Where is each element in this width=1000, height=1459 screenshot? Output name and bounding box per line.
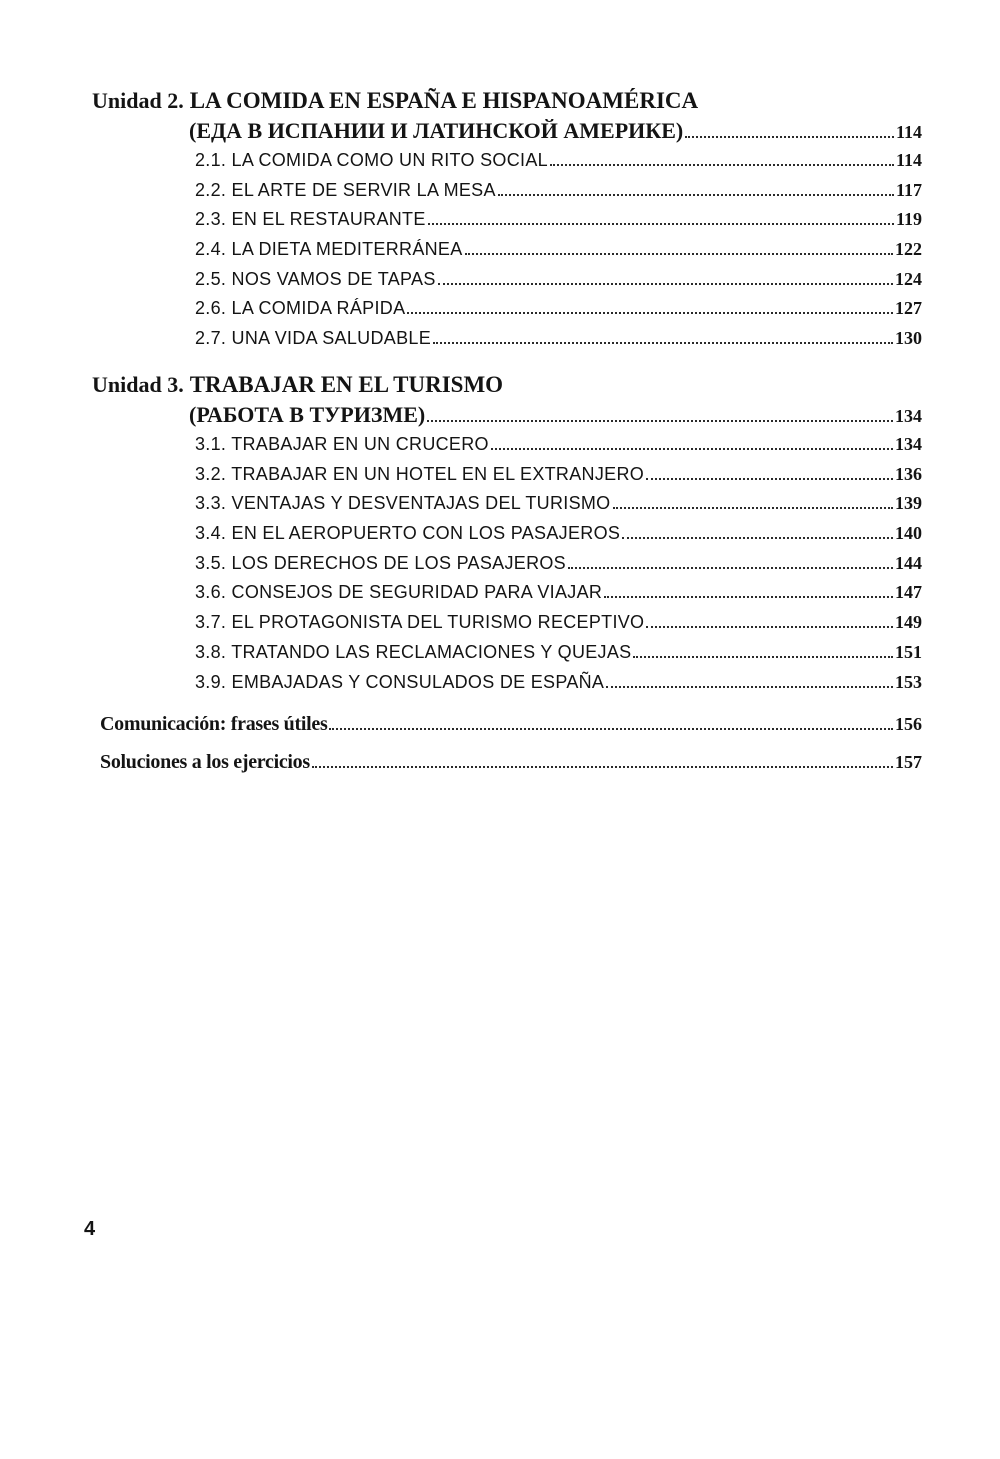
dot-leader — [498, 194, 894, 196]
entry-title: 3.9. EMBAJADAS Y CONSULADOS DE ESPAÑA — [195, 671, 605, 692]
entry-title: 3.4. EN EL AEROPUERTO CON LOS PASAJEROS — [195, 523, 621, 544]
entry-page-number: 114 — [895, 150, 922, 170]
entry-title: 2.5. NOS VAMOS DE TAPAS — [195, 268, 436, 289]
entry-title: 3.3. VENTAJAS Y DESVENTAJAS DEL TURISMO — [195, 493, 611, 514]
page-number: 4 — [84, 1218, 96, 1240]
toc-entry[interactable] — [195, 180, 922, 210]
toc-entry[interactable] — [195, 328, 922, 358]
entry-page-number: 122 — [895, 239, 922, 260]
toc-entry[interactable] — [195, 493, 922, 523]
toc-entry[interactable] — [195, 464, 922, 494]
unit-subtitle: (ЕДА В ИСПАНИИ И ЛАТИНСКОЙ АМЕРИКЕ) — [189, 118, 684, 143]
entry-page-number: 151 — [895, 641, 922, 662]
unit-label: Unidad 3. — [92, 372, 184, 397]
dot-leader — [646, 478, 893, 480]
dot-leader — [428, 223, 894, 225]
entry-title: 3.2. TRABAJAR EN UN HOTEL EN EL EXTRANJERO — [195, 463, 645, 484]
dot-leader — [606, 686, 893, 688]
dot-leader — [633, 656, 893, 658]
unit-title: LA COMIDA EN ESPAÑA E HISPANOAMÉRICA — [189, 88, 699, 113]
toc-entry[interactable] — [195, 209, 922, 239]
entry-page-number: 130 — [895, 328, 922, 349]
unit-page-number: 134 — [895, 406, 922, 426]
entry-page-number: 149 — [895, 612, 922, 633]
dot-leader — [407, 312, 893, 314]
entry-page-number: 119 — [895, 209, 922, 230]
unit-subheading — [189, 118, 922, 150]
entry-page-number: 147 — [895, 582, 922, 603]
dot-leader — [550, 164, 894, 166]
entry-title: 2.1. LA COMIDA COMO UN RITO SOCIAL — [195, 150, 548, 170]
dot-leader — [433, 342, 893, 344]
entry-page-number: 139 — [895, 493, 922, 514]
dot-leader — [646, 626, 893, 628]
unit-heading — [92, 372, 922, 402]
dot-leader — [604, 596, 893, 598]
toc-entry[interactable] — [195, 672, 922, 702]
entry-title: Soluciones a los ejercicios — [100, 751, 310, 773]
section-list — [195, 150, 922, 358]
unit-subheading — [189, 402, 922, 434]
dot-leader — [685, 136, 894, 138]
toc-entry[interactable] — [195, 150, 922, 180]
entry-title: Comunicación: frases útiles — [100, 713, 328, 735]
unit-3 — [92, 372, 922, 701]
entry-title: 2.3. EN EL RESTAURANTE — [195, 209, 426, 230]
toc-entry[interactable] — [195, 523, 922, 553]
entry-title: 2.2. EL ARTE DE SERVIR LA MESA — [195, 179, 496, 200]
entry-page-number: 153 — [895, 671, 922, 692]
entry-page-number: 134 — [895, 434, 922, 454]
toc-entry[interactable] — [195, 239, 922, 269]
section-list — [195, 434, 922, 701]
entry-page-number: 136 — [895, 463, 922, 484]
entry-page-number: 127 — [895, 298, 922, 319]
entry-title: 2.7. UNA VIDA SALUDABLE — [195, 328, 432, 349]
entry-title: 2.4. LA DIETA MEDITERRÁNEA — [195, 239, 463, 260]
dot-leader — [622, 537, 893, 539]
dot-leader — [312, 766, 893, 768]
entry-title: 2.6. LA COMIDA RÁPIDA — [195, 298, 406, 319]
dot-leader — [491, 448, 893, 450]
entry-page-number: 156 — [895, 714, 922, 734]
unit-subtitle: (РАБОТА В ТУРИЗМЕ) — [189, 402, 426, 427]
toc-entry[interactable] — [195, 298, 922, 328]
toc-entry[interactable] — [100, 751, 922, 789]
entry-title: 3.1. TRABAJAR EN UN CRUCERO — [195, 434, 489, 454]
entry-page-number: 140 — [895, 523, 922, 544]
toc-entry[interactable] — [195, 582, 922, 612]
toc-entry[interactable] — [195, 434, 922, 464]
entry-title: 3.7. EL PROTAGONISTA DEL TURISMO RECEPTIVO — [195, 612, 645, 633]
entry-page-number: 124 — [895, 268, 922, 289]
unit-title: TRABAJAR EN EL TURISMO — [189, 372, 504, 397]
dot-leader — [465, 253, 893, 255]
toc-entry[interactable] — [195, 612, 922, 642]
dot-leader — [438, 283, 893, 285]
unit-2 — [92, 88, 922, 358]
dot-leader — [427, 420, 893, 422]
dot-leader — [329, 728, 893, 730]
unit-heading — [92, 88, 922, 118]
dot-leader — [568, 567, 893, 569]
toc-entry[interactable] — [195, 642, 922, 672]
entry-title: 3.6. CONSEJOS DE SEGURIDAD PARA VIAJAR — [195, 582, 603, 603]
toc-entry[interactable] — [195, 269, 922, 299]
dot-leader — [613, 507, 894, 509]
unit-page-number: 114 — [895, 122, 922, 142]
back-matter — [100, 713, 922, 789]
entry-page-number: 157 — [895, 752, 922, 772]
entry-title: 3.8. TRATANDO LAS RECLAMACIONES Y QUEJAS — [195, 641, 632, 662]
toc-entry[interactable] — [100, 713, 922, 751]
unit-label: Unidad 2. — [92, 88, 184, 113]
toc-entry[interactable] — [195, 553, 922, 583]
entry-page-number: 117 — [895, 179, 922, 200]
entry-page-number: 144 — [895, 552, 922, 573]
entry-title: 3.5. LOS DERECHOS DE LOS PASAJEROS — [195, 552, 566, 573]
